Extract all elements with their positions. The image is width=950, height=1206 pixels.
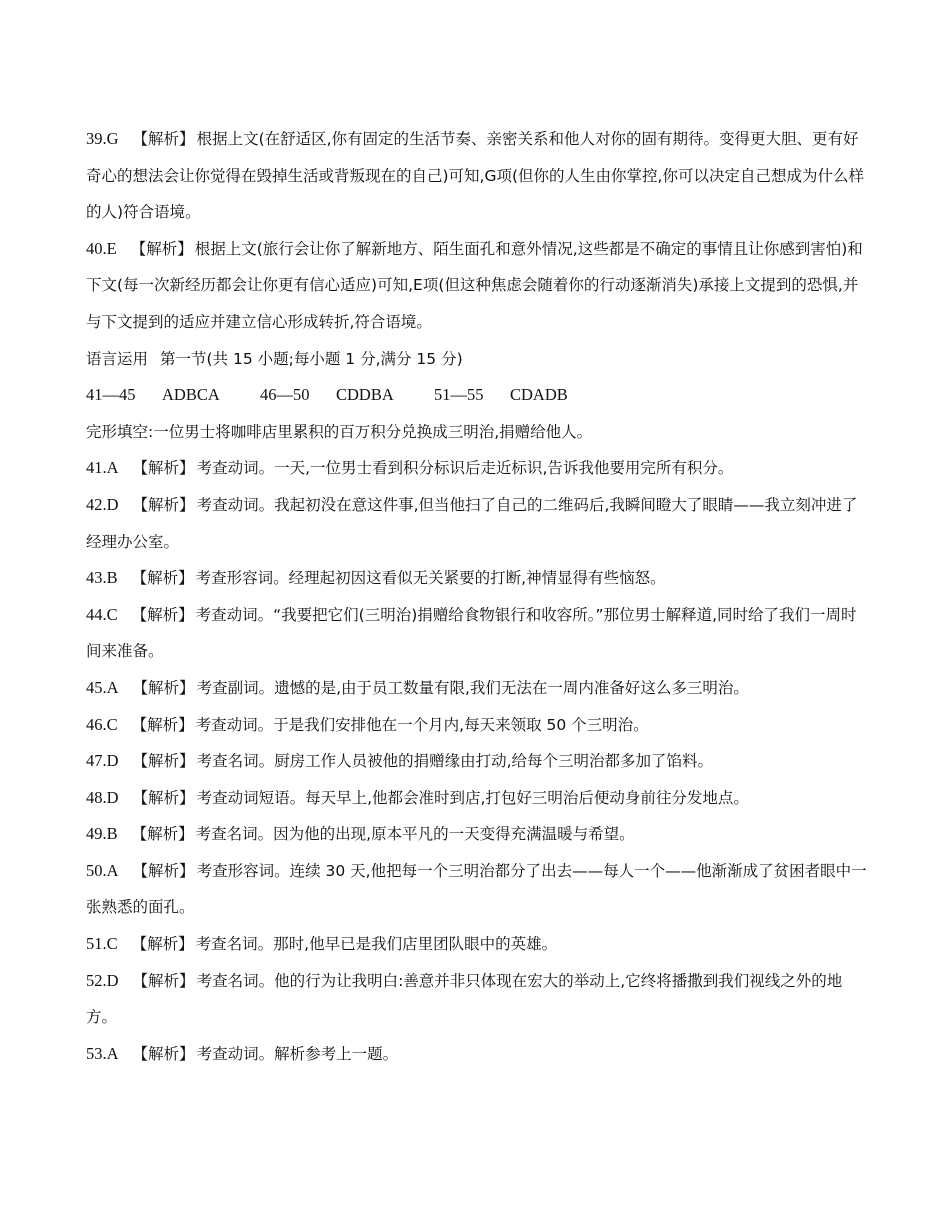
answer-letters: CDADB	[510, 385, 568, 405]
item-number: 42.D	[86, 494, 119, 514]
item-number: 50.A	[86, 860, 119, 880]
item-49	[86, 816, 870, 853]
cloze-title: 完形填空:一位男士将咖啡店里累积的百万积分兑换成三明治,捐赠给他人。	[86, 422, 593, 441]
item-tag: 【解析】	[132, 788, 195, 807]
item-47	[86, 743, 870, 780]
answer-range: 46—50	[260, 385, 310, 405]
item-number: 44.C	[86, 604, 118, 624]
item-tag: 【解析】	[132, 971, 195, 990]
item-text: 考查动词。一天,一位男士看到积分标识后走近标识,告诉我他要用完所有积分。	[196, 459, 734, 478]
item-42	[86, 487, 870, 560]
item-text: 考查名词。那时,他早已是我们店里团队眼中的英雄。	[195, 935, 558, 954]
item-tag: 【解析】	[131, 825, 194, 844]
item-text: 考查名词。他的行为让我明白:善意并非只体现在宏大的举动上,它终将播撒到我们视线之外的地方。	[86, 971, 843, 1027]
item-text: 考查动词短语。每天早上,他都会准时到店,打包好三明治后便动身前往分发地点。	[196, 788, 749, 807]
answer-key	[86, 377, 870, 414]
item-number: 49.B	[86, 824, 118, 844]
item-50	[86, 853, 870, 926]
item-text: 考查名词。因为他的出现,原本平凡的一天变得充满温暖与希望。	[195, 825, 635, 844]
item-53	[86, 1036, 870, 1073]
item-text: 根据上文(在舒适区,你有固定的生活节奏、亲密关系和他人对你的固有期待。变得更大胆、更有好奇心的想法会让你觉得在毁掉生活或背叛现在的自己)可知,G项(但你的人生由你掌控,你可以决定自己想成为什么样的人)符合语境。	[86, 130, 864, 222]
item-text: 考查副词。遗憾的是,由于员工数量有限,我们无法在一周内准备好这么多三明治。	[196, 678, 749, 697]
item-44	[86, 597, 870, 670]
item-tag: 【解析】	[132, 678, 195, 697]
section-subtitle: 第一节(共 15 小题;每小题 1 分,满分 15 分)	[160, 349, 463, 368]
item-number: 43.B	[86, 568, 118, 588]
item-text: 考查动词。“我要把它们(三明治)捐赠给食物银行和收容所。”那位男士解释道,同时给了我们一周时间来准备。	[86, 605, 857, 661]
item-39	[86, 121, 870, 231]
item-number: 41.A	[86, 458, 119, 478]
item-text: 根据上文(旅行会让你了解新地方、陌生面孔和意外情况,这些都是不确定的事情且让你感到害怕)和下文(每一次新经历都会让你更有信心适应)可知,E项(但这种焦虑会随着你的行动逐渐消失)承接上文提到的恐惧,并与下文提到的适应并建立信心形成转折,符合语境。	[86, 239, 863, 331]
item-41	[86, 450, 870, 487]
answer-range: 51—55	[434, 385, 484, 405]
item-text: 考查动词。我起初没在意这件事,但当他扫了自己的二维码后,我瞬间瞪大了眼睛——我立刻冲进了经理办公室。	[86, 495, 858, 551]
item-number: 52.D	[86, 970, 119, 990]
item-tag: 【解析】	[132, 752, 195, 771]
item-text: 考查动词。于是我们安排他在一个月内,每天来领取 50 个三明治。	[195, 715, 649, 734]
item-text: 考查形容词。经理起初因这看似无关紧要的打断,神情显得有些恼怒。	[195, 569, 666, 588]
item-43	[86, 560, 870, 597]
item-number: 48.D	[86, 787, 119, 807]
item-number: 51.C	[86, 934, 118, 954]
item-tag: 【解析】	[132, 861, 195, 880]
item-tag: 【解析】	[131, 715, 194, 734]
item-tag: 【解析】	[131, 569, 194, 588]
item-52	[86, 963, 870, 1036]
item-number: 39.G	[86, 129, 119, 148]
item-tag: 【解析】	[132, 495, 195, 514]
item-46	[86, 707, 870, 744]
item-tag: 【解析】	[131, 605, 194, 624]
answer-letters: ADBCA	[162, 385, 220, 405]
item-tag: 【解析】	[131, 935, 194, 954]
item-45	[86, 670, 870, 707]
item-tag: 【解析】	[132, 130, 195, 148]
item-text: 考查动词。解析参考上一题。	[196, 1044, 399, 1063]
item-number: 46.C	[86, 714, 118, 734]
answer-range: 41—45	[86, 385, 136, 405]
item-tag: 【解析】	[132, 459, 195, 478]
item-text: 考查形容词。连续 30 天,他把每一个三明治都分了出去——每人一个——他渐渐成了贫困者眼中一张熟悉的面孔。	[86, 861, 867, 917]
item-40	[86, 231, 870, 341]
section-heading	[86, 341, 870, 378]
section-title: 语言运用	[86, 349, 149, 368]
answer-letters: CDDBA	[336, 385, 394, 405]
item-51	[86, 926, 870, 963]
document-body	[86, 121, 870, 1072]
item-text: 考查名词。厨房工作人员被他的捐赠缘由打动,给每个三明治都多加了馅料。	[196, 752, 713, 771]
item-tag: 【解析】	[130, 239, 193, 258]
item-number: 40.E	[86, 238, 117, 258]
item-number: 53.A	[86, 1043, 119, 1063]
item-48	[86, 780, 870, 817]
item-number: 47.D	[86, 751, 119, 771]
item-tag: 【解析】	[132, 1044, 195, 1063]
item-number: 45.A	[86, 677, 119, 697]
